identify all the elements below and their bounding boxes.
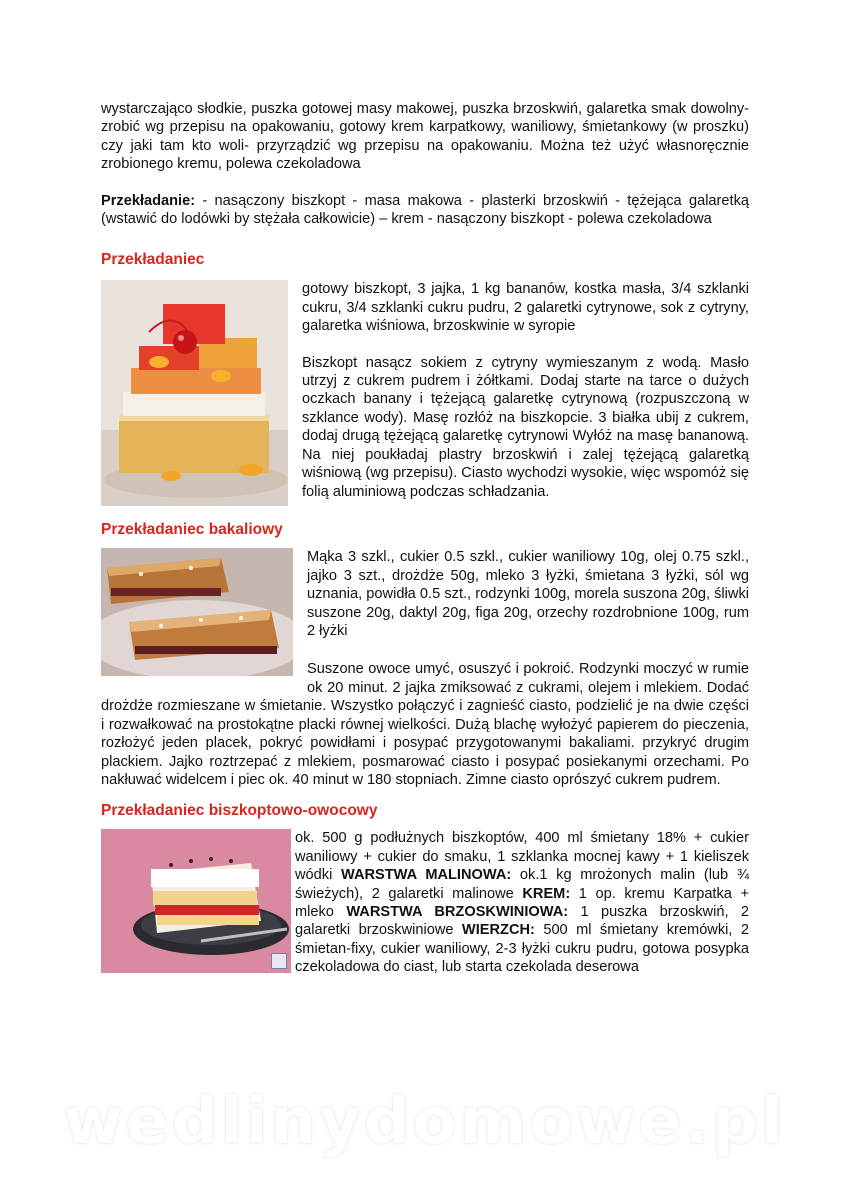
zoom-icon[interactable] — [271, 953, 287, 969]
recipe3-part5: 500 ml śmietany kremówki, 2 śmietan-fixy, cukier waniliowy, 2-3 łyżki cukru pudru, gotowa posypka czekoladowa do ciast, lub starta czekolada deserowa — [295, 922, 749, 976]
recipe2-ingredients: Mąka 3 szkl., cukier 0.5 szkl., cukier waniliowy 10g, olej 0.75 szkl., jajko 3 szt., drożdże 50g, mleko 3 łyżki, śmietana 3 łyżki, sól wg uznania, powidła 0.5 szt., rodzynki 100g, morela suszona 20g, śliwki suszone 20g, daktyl 20g, figa 20g, orzechy rozdrobnione 100g, rum 2 łyżki — [307, 549, 749, 640]
recipe1-ingredients: gotowy biszkopt, 3 jajka, 1 kg bananów, kostka masła, 3/4 szklanki cukru, 3/4 szklanki cukru pudru, 2 galaretki cytrynowe, sok z cytryny, galaretka wiśniowa, brzoskwinie w syropie — [302, 281, 749, 335]
recipe1-method: Biszkopt nasącz sokiem z cytryny wymieszanym z wodą. Masło utrzyj z cukrem pudrem i żółtkami. Dodaj starte na tarce o dużych oczkach banany i tężejącą galaretkę cytrynową (rozpuszczoną w szklance wody). Masę rozłóż na biszkopcie. 3 białka ubij z cukrem, dodaj drugą tężejącą galaretkę cytrynowi Wyłóż na masę bananową. Na niej poukładaj plastry brzoskwiń i zalej tężejącą galaretką wiśniową (wg przepisu). Ciasto wychodzi wysokie, więc wspomóż się folią aluminiową podczas schładzania. — [302, 354, 749, 500]
cream-label: KREM: — [522, 885, 571, 902]
intro-paragraph: wystarczająco słodkie, puszka gotowej masy makowej, puszka brzoskwiń, galaretka smak dowolny-zrobić wg przepisu na opakowaniu, gotowy krem karpatkowy, waniliowy, śmietankowy (w proszku) czy jaki tam kto woli- przyrządzić wg przepisu na opakowaniu. Można też użyć własnoręcznie zrobionego kremu, polewa czekoladowa — [101, 101, 749, 173]
recipe1-title: Przekładaniec — [101, 251, 205, 269]
layering-paragraph — [101, 192, 749, 229]
recipe2-method: Suszone owoce umyć, osuszyć i pokroić. Rodzynki moczyć w rumie ok 20 minut. 2 jajka zmiksować z cukrami, olejem i mlekiem. Dodać drożdże rozmieszane w śmietanie. Wszystko połączyć i zagnieść ciasto, podzielić je na dwie części i rozwałkować na prostokątne placki równej wielkości. Dużą blachę wyłożyć papierem do pieczenia, rozłożyć jeden placek, pokryć powidłami i posypać przygotowanymi bakaliami. przykryć drugim plackiem. Jajko roztrzepać z mlekiem, posmarować ciasto i posypać posiekanymi orzechami. Po nakłuwać widelcem i piec ok. 40 minut w 180 stopniach. Zimne ciasto oprószyć cukrem pudrem. — [101, 661, 749, 788]
recipe3-part4: 1 puszka brzoskwiń, 2 galaretki brzoskwiniowe — [295, 903, 749, 939]
topping-label: WIERZCH: — [461, 922, 535, 939]
layering-label: Przekładanie: — [101, 192, 196, 209]
recipe3-part2: ok.1 kg mrożonych malin (lub ¾ świeżych), 2 galaretki malinowe — [295, 867, 750, 902]
recipe3-photo — [101, 829, 291, 973]
recipe3-title: Przekładaniec biszkoptowo-owocowy — [101, 802, 378, 820]
recipe3-part1: ok. 500 g podłużnych biszkoptów, 400 ml śmietany 18% + cukier waniliowy + cukier do smaku, 1 szklanka mocnej kawy + 1 kieliszek wódki — [295, 830, 749, 884]
peach-layer-label: WARSTWA BRZOSKWINIOWA: — [346, 903, 569, 920]
raspberry-layer-label: WARSTWA MALINOWA: — [340, 867, 512, 884]
watermark: wedlinydomowe.pl — [63, 1085, 786, 1159]
recipe1-photo — [101, 280, 288, 506]
recipe2-title: Przekładaniec bakaliowy — [101, 521, 283, 539]
recipe3-part3: 1 op. kremu Karpatka + mleko — [295, 885, 750, 920]
recipe2-photo — [101, 548, 293, 676]
document-page — [101, 100, 749, 977]
layering-text: - nasączony biszkopt - masa makowa - plasterki brzoskwiń - tężejąca galaretką (wstawić do lodówki by stężała całkowicie) – krem - nasączony biszkopt - polewa czekoladowa — [101, 192, 749, 228]
